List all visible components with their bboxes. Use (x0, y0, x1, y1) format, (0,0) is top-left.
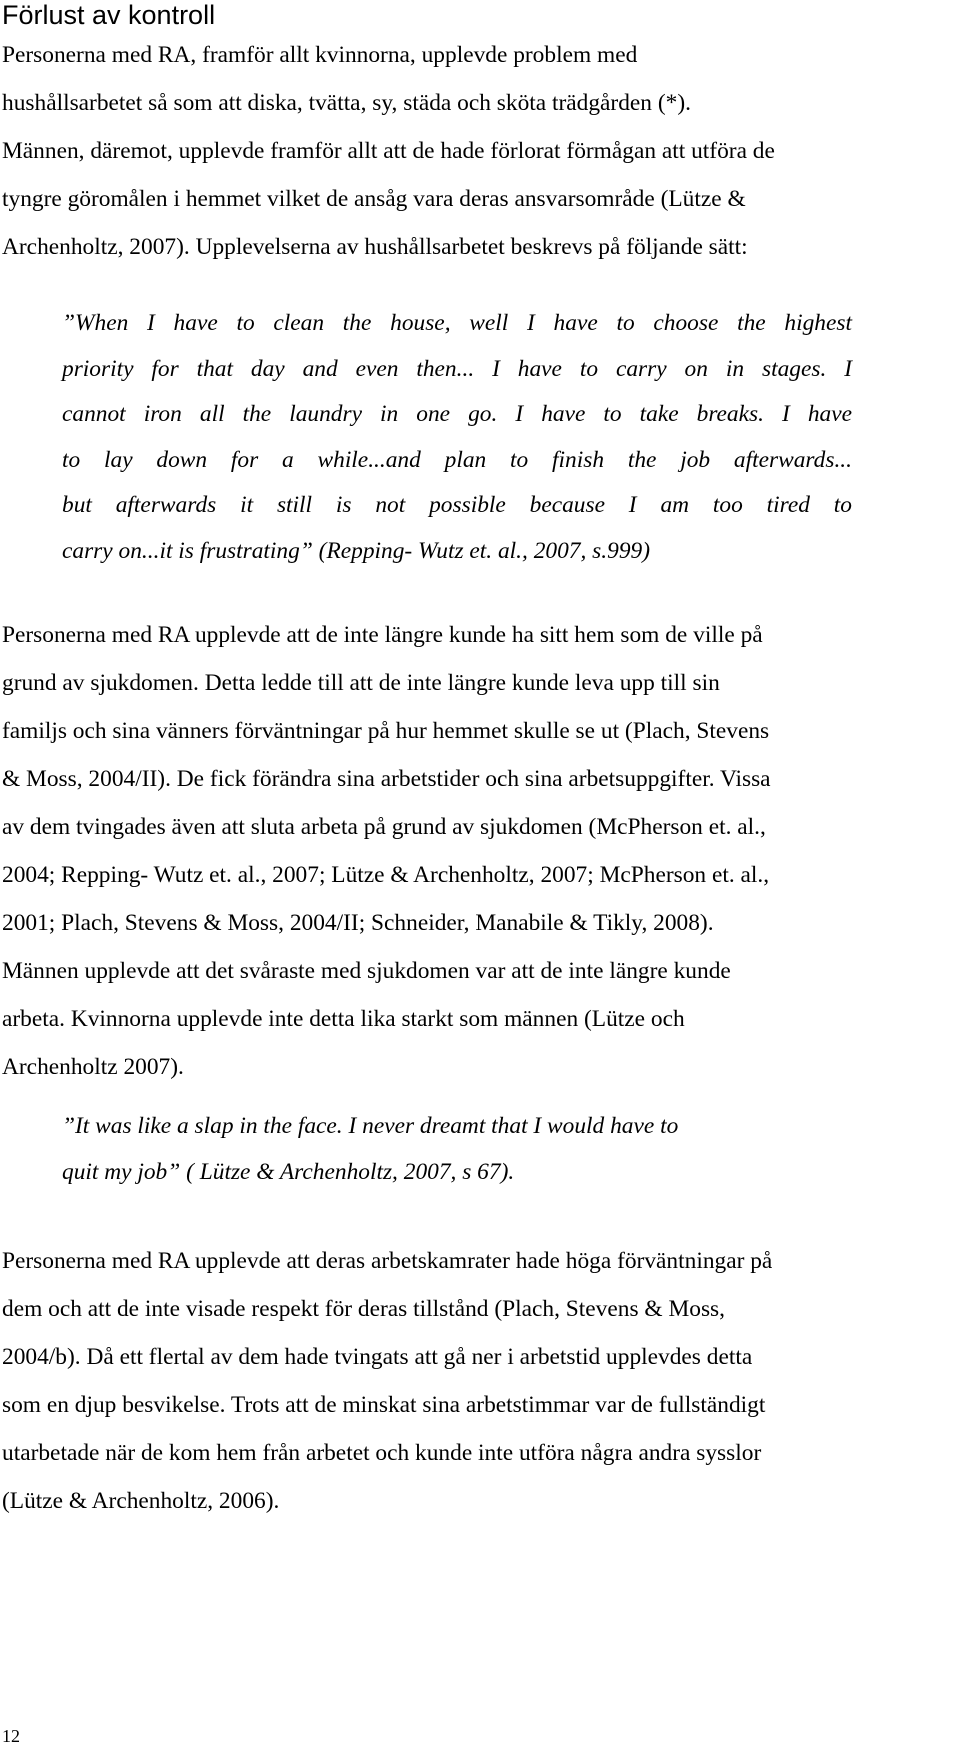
block-quote-cleaning (62, 301, 852, 574)
paragraph-household-problems (2, 31, 952, 271)
text-line: Männen upplevde att det svåraste med sjukdomen var att de inte längre kunde (2, 958, 731, 984)
text-line: Personerna med RA, framför allt kvinnorna, upplevde problem med (2, 42, 638, 68)
quote-line: but afterwards it still is not possible because I am too tired to (62, 492, 852, 518)
text-line: Männen, däremot, upplevde framför allt att de hade förlorat förmågan att utföra de (2, 138, 775, 164)
text-line: hushållsarbetet så som att diska, tvätta, sy, städa och sköta trädgården (*). (2, 90, 691, 116)
text-line: tyngre göromålen i hemmet vilket de ansåg vara deras ansvarsområde (Lütze & (2, 186, 746, 212)
text-line: dem och att de inte visade respekt för deras tillstånd (Plach, Stevens & Moss, (2, 1296, 725, 1322)
text-line: 2004; Repping- Wutz et. al., 2007; Lütze & Archenholtz, 2007; McPherson et. al., (2, 862, 770, 888)
text-line: utarbetade när de kom hem från arbetet och kunde inte utföra några andra sysslor (2, 1440, 762, 1466)
quote-line: quit my job” ( Lütze & Archenholtz, 2007, s 67). (62, 1158, 515, 1185)
paragraph-coworkers (2, 1237, 952, 1525)
text-line: Personerna med RA upplevde att deras arbetskamrater hade höga förväntningar på (2, 1248, 773, 1274)
quote-line: priority for that day and even then... I have to carry on in stages. I (62, 355, 852, 382)
text-line: grund av sjukdomen. Detta ledde till att de inte längre kunde leva upp till sin (2, 670, 720, 696)
text-line: familjs och sina vänners förväntningar på hur hemmet skulle se ut (Plach, Stevens (2, 718, 770, 744)
quote-line: ”It was like a slap in the face. I never dreamt that I would have to (62, 1113, 679, 1139)
quote-line: cannot iron all the laundry in one go. I have to take breaks. I have (62, 401, 852, 427)
text-line: Archenholtz 2007). (2, 1054, 184, 1080)
quote-line: ”When I have to clean the house, well I have to choose the highest (62, 310, 852, 336)
text-line: arbeta. Kvinnorna upplevde inte detta lika starkt som männen (Lütze och (2, 1006, 685, 1032)
text-line: Personerna med RA upplevde att de inte längre kunde ha sitt hem som de ville på (2, 622, 763, 648)
text-line: Archenholtz, 2007). Upplevelserna av hushållsarbetet beskrevs på följande sätt: (2, 234, 748, 260)
text-line: & Moss, 2004/II). De fick förändra sina arbetstider och sina arbetsuppgifter. Vissa (2, 766, 771, 792)
page-number: 12 (2, 1726, 20, 1746)
section-title: Förlust av kontroll (2, 0, 216, 30)
text-line: 2001; Plach, Stevens & Moss, 2004/II; Schneider, Manabile & Tikly, 2008). (2, 910, 714, 936)
quote-line: to lay down for a while...and plan to finish the job afterwards... (62, 446, 852, 473)
text-line: som en djup besvikelse. Trots att de minskat sina arbetstimmar var de fullständigt (2, 1392, 766, 1418)
paragraph-home-and-work (2, 611, 952, 1091)
block-quote-slap-in-face (62, 1104, 852, 1195)
quote-line: carry on...it is frustrating” (Repping- Wutz et. al., 2007, s.999) (62, 537, 651, 564)
text-line: 2004/b). Då ett flertal av dem hade tvingats att gå ner i arbetstid upplevdes detta (2, 1344, 753, 1370)
text-line: av dem tvingades även att sluta arbeta på grund av sjukdomen (McPherson et. al., (2, 814, 766, 840)
text-line: (Lütze & Archenholtz, 2006). (2, 1488, 280, 1514)
